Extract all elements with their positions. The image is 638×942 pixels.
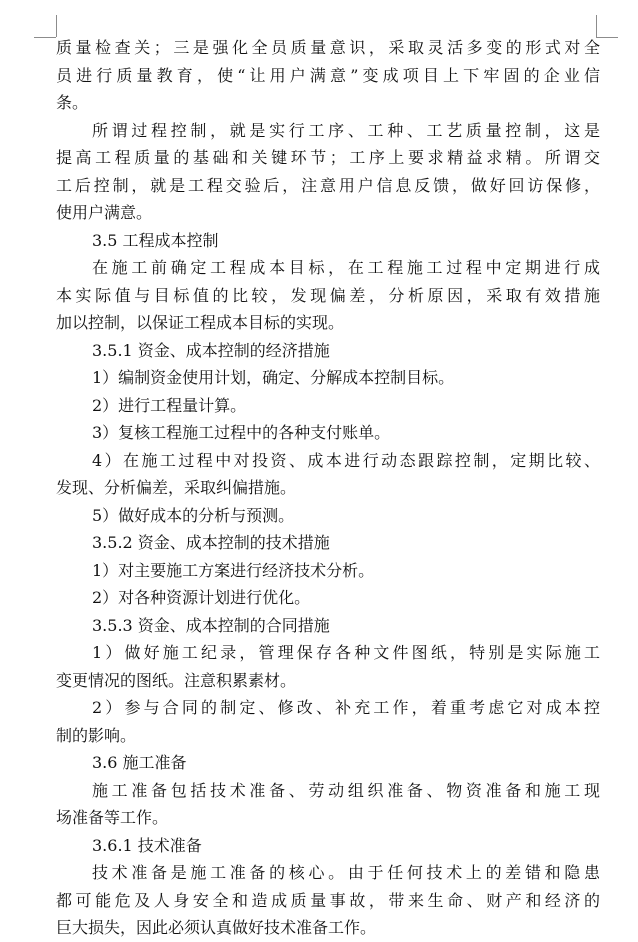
margin-mark-horizontal [34,37,56,38]
text-line: 提高工程质量的基础和关键环节；工序上要求精益求精。所谓交 [56,148,600,167]
text-line: 技术准备是施工准备的核心。由于任何技术上的差错和隐患 [92,863,600,882]
text-line: 场准备等工作。 [56,808,169,827]
text-line: 3.5.1 资金、成本控制的经济措施 [92,340,330,360]
text-line: 1）对主要施工方案进行经济技术分析。 [92,560,375,580]
text-line: 制的影响。 [56,725,137,745]
text-line: 5）做好成本的分析与预测。 [92,505,295,525]
text-line: 都可能危及人身安全和造成质量事故，带来生命、财产和经济的 [56,890,600,910]
text-line: 3.6 施工准备 [92,753,187,772]
document-body[interactable] [56,34,600,942]
text-line: 1）做好施工纪录，管理保存各种文件图纸，特别是实际施工 [92,643,600,662]
text-line: 施工准备包括技术准备、劳动组织准备、物资准备和施工现 [92,780,600,800]
text-line: 所谓过程控制，就是实行工序、工种、工艺质量控制，这是 [92,120,600,140]
text-line: 3）复核工程施工过程中的各种支付账单。 [92,423,391,442]
text-line: 巨大损失，因此必须认真做好技术准备工作。 [56,918,377,937]
text-line: 1）编制资金使用计划，确定、分解成本控制目标。 [92,368,455,387]
text-line: 3.5.3 资金、成本控制的合同措施 [92,615,330,635]
text-line: 2）参与合同的制定、修改、补充工作，着重考虑它对成本控 [92,698,600,717]
text-line: 变更情况的图纸。注意积累素材。 [56,670,297,690]
text-line: 在施工前确定工程成本目标，在工程施工过程中定期进行成 [92,258,600,277]
text-line: 使用户满意。 [56,203,153,222]
text-line: 本实际值与目标值的比较，发现偏差，分析原因，采取有效措施 [56,285,600,305]
text-line: 工后控制，就是工程交验后，注意用户信息反馈，做好回访保修， [56,175,600,195]
text-line: 条。 [56,93,89,112]
text-line: 4）在施工过程中对投资、成本进行动态跟踪控制，定期比较、 [92,450,600,470]
text-line: 加以控制，以保证工程成本目标的实现。 [56,313,345,332]
text-line: 2）对各种资源计划进行优化。 [92,588,311,607]
text-line: 员进行质量教育，使“让用户满意”变成项目上下牢固的企业信 [56,65,600,85]
text-line: 2）进行工程量计算。 [92,395,247,415]
text-line: 发现、分析偏差，采取纠偏措施。 [56,478,297,497]
text-line: 3.5 工程成本控制 [92,230,219,250]
text-line: 3.6.1 技术准备 [92,835,202,855]
text-line: 质量检查关；三是强化全员质量意识，采取灵活多变的形式对全 [56,38,600,57]
text-line: 3.5.2 资金、成本控制的技术措施 [92,533,330,552]
